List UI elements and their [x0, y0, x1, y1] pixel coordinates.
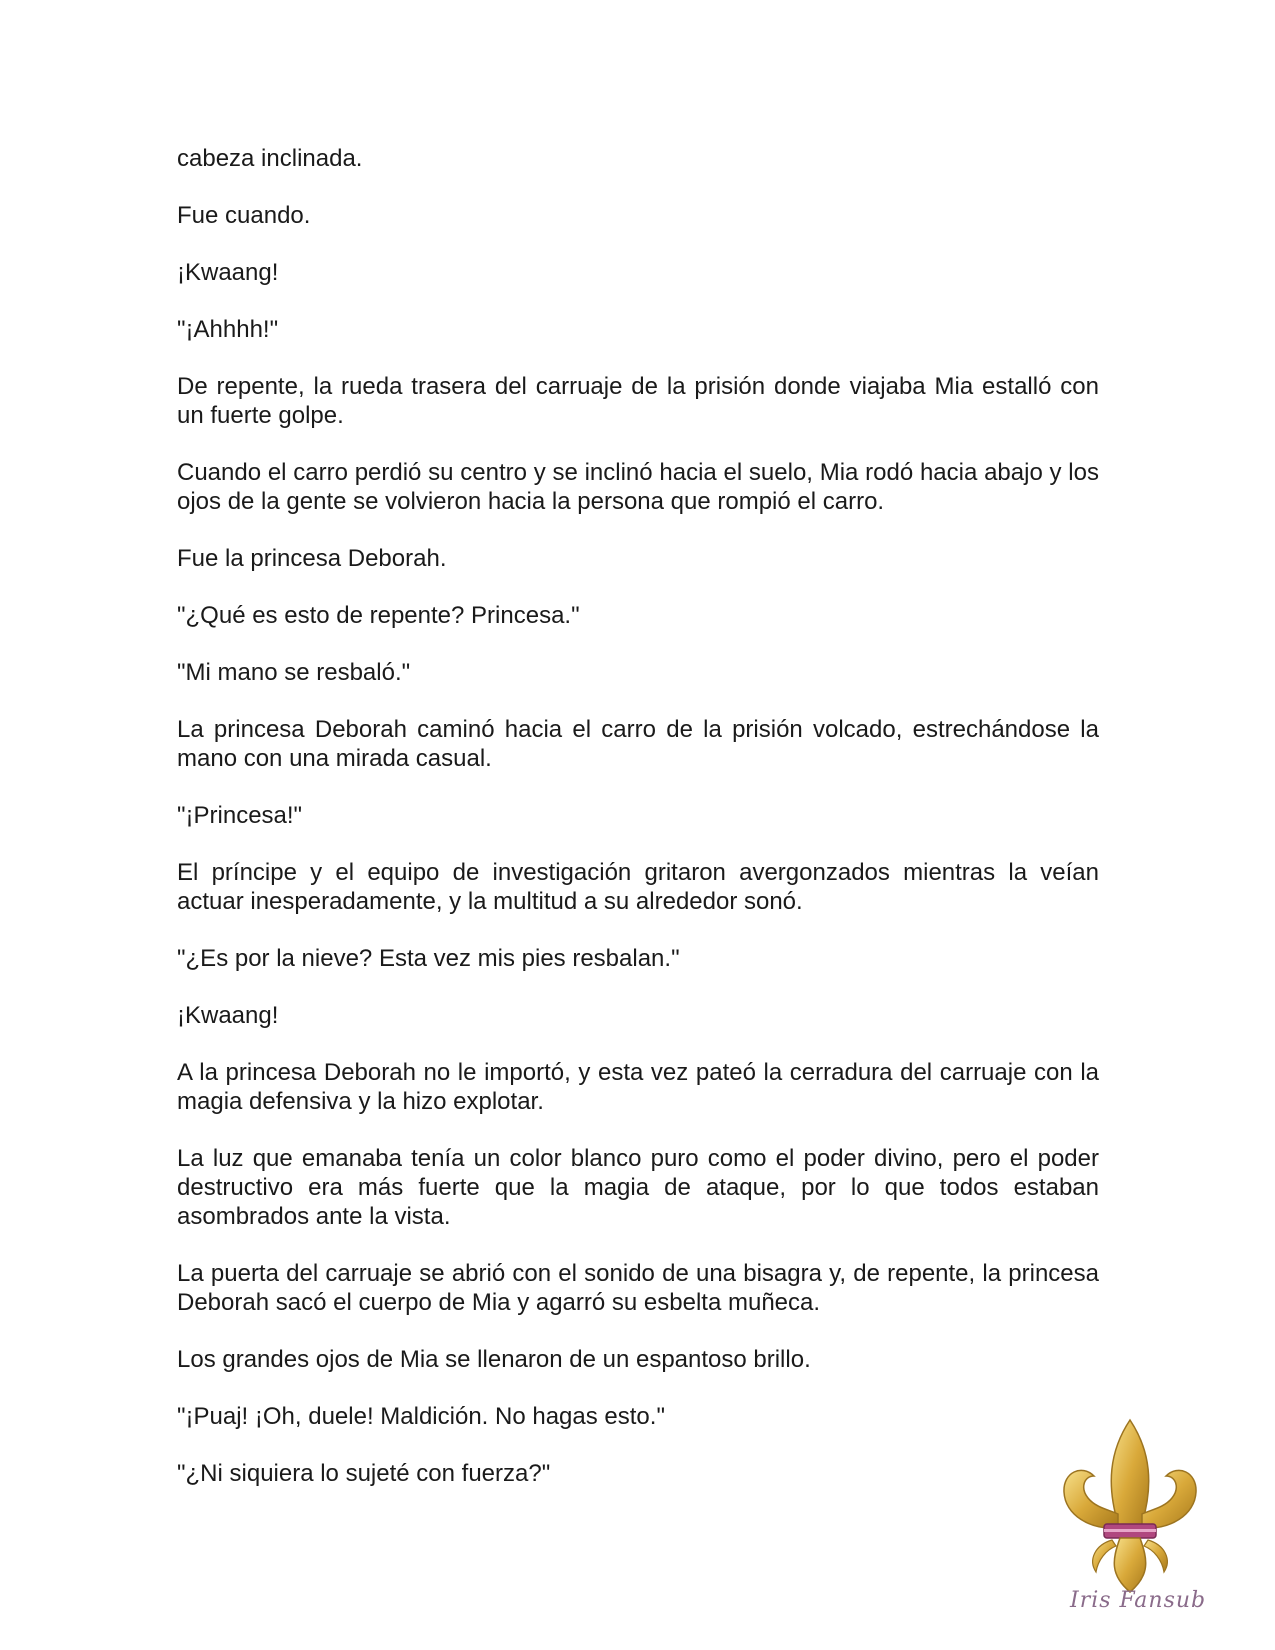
- paragraph: "¡Puaj! ¡Oh, duele! Maldición. No hagas esto.": [177, 1403, 665, 1430]
- fleur-de-lis-icon: [1050, 1410, 1210, 1610]
- paragraph: ¡Kwaang!: [177, 1002, 279, 1029]
- paragraph: De repente, la rueda trasera del carruaje de la prisión donde viajaba Mia estalló con un fuerte golpe.: [177, 373, 1099, 429]
- paragraph: "¡Ahhhh!": [177, 316, 279, 343]
- paragraph: El príncipe y el equipo de investigación gritaron avergonzados mientras la veían actuar inesperadamente, y la multitud a su alrededor sonó.: [177, 859, 1099, 915]
- paragraph: Los grandes ojos de Mia se llenaron de un espantoso brillo.: [177, 1346, 811, 1373]
- paragraph: "¿Es por la nieve? Esta vez mis pies resbalan.": [177, 945, 680, 972]
- paragraph: La luz que emanaba tenía un color blanco puro como el poder divino, pero el poder destructivo era más fuerte que la magia de ataque, por lo que todos estaban asombrados ante la vista.: [177, 1145, 1099, 1230]
- paragraph: ¡Kwaang!: [177, 259, 279, 286]
- paragraph: "¿Ni siquiera lo sujeté con fuerza?": [177, 1460, 551, 1487]
- paragraph: Fue cuando.: [177, 202, 311, 229]
- paragraph: A la princesa Deborah no le importó, y esta vez pateó la cerradura del carruaje con la magia defensiva y la hizo explotar.: [177, 1059, 1099, 1115]
- paragraph: "¡Princesa!": [177, 802, 303, 829]
- paragraph: cabeza inclinada.: [177, 145, 363, 172]
- document-body: [177, 144, 1099, 1516]
- watermark-signature: Iris Fansub: [1070, 1588, 1207, 1613]
- paragraph: "Mi mano se resbaló.": [177, 659, 411, 686]
- paragraph: Cuando el carro perdió su centro y se inclinó hacia el suelo, Mia rodó hacia abajo y los ojos de la gente se volvieron hacia la persona que rompió el carro.: [177, 459, 1099, 515]
- paragraph: "¿Qué es esto de repente? Princesa.": [177, 602, 580, 629]
- paragraph: La princesa Deborah caminó hacia el carro de la prisión volcado, estrechándose la mano con una mirada casual.: [177, 716, 1099, 772]
- paragraph: Fue la princesa Deborah.: [177, 545, 447, 572]
- paragraph: La puerta del carruaje se abrió con el sonido de una bisagra y, de repente, la princesa Deborah sacó el cuerpo de Mia y agarró su esbelta muñeca.: [177, 1260, 1099, 1316]
